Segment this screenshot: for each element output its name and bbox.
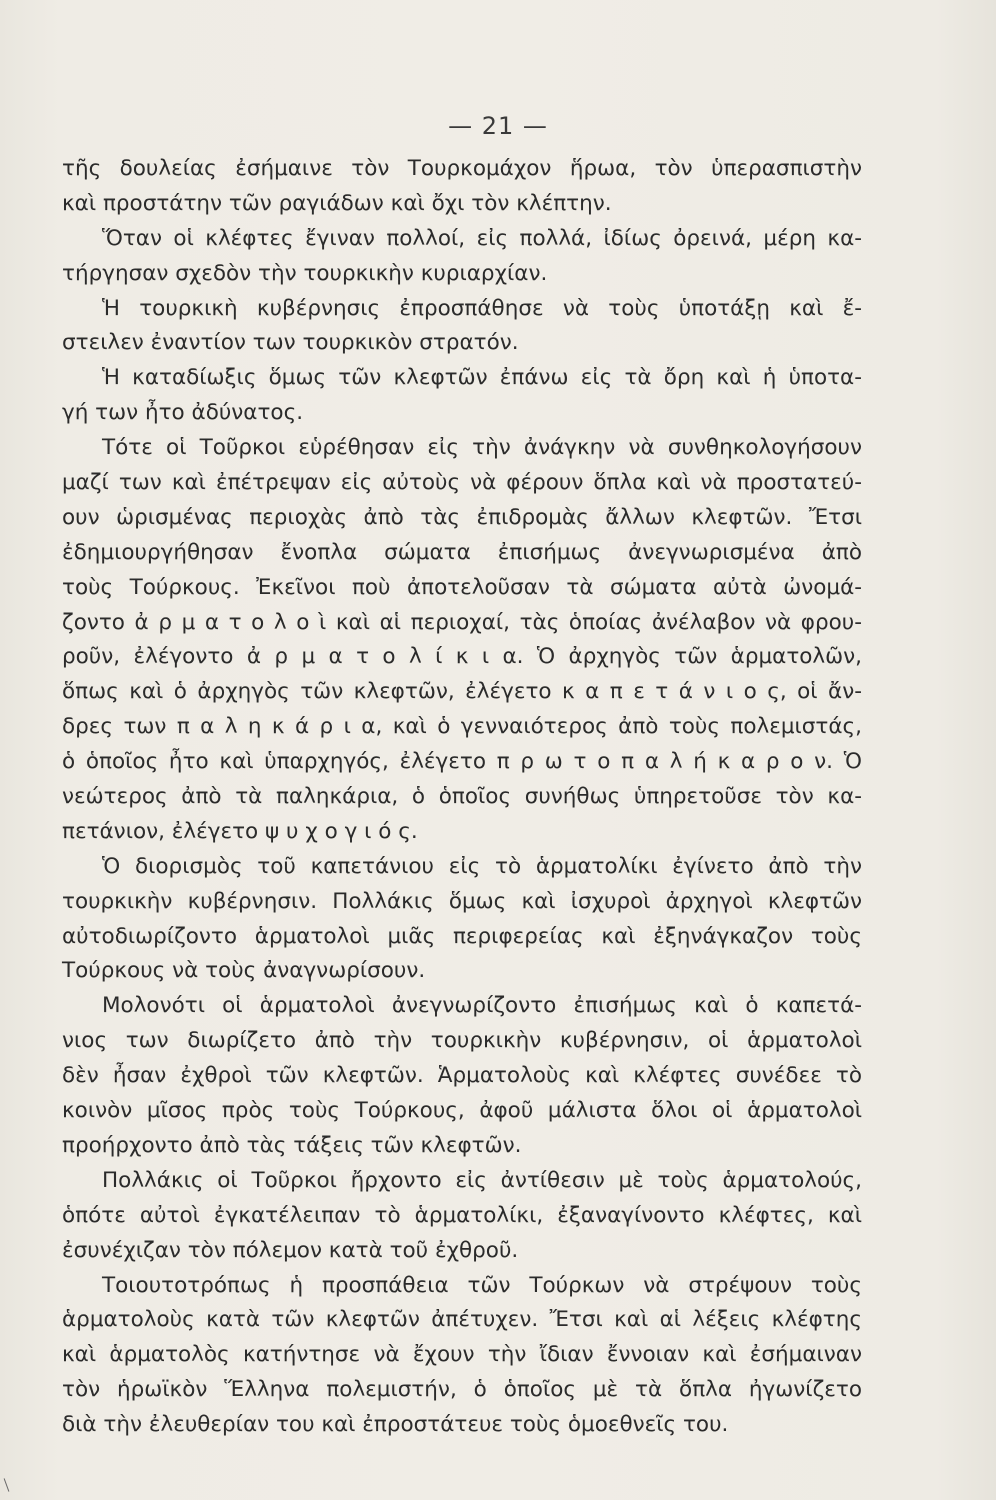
text-line: στειλεν ἐναντίον των τουρκικὸν στρατόν. [62, 330, 519, 356]
text-line: ζοντο ἀ ρ μ α τ ο λ ο ὶ καὶ αἱ περιοχαί, τὰς ὁποίας ἀνέλαβον νὰ φρου- [62, 609, 862, 635]
text-line: ὅπως καὶ ὁ ἀρχηγὸς τῶν κλεφτῶν, ἐλέγετο κ α π ε τ ά ν ι ο ς, οἱ ἄν- [62, 679, 862, 705]
text-line: νεώτερος ἀπὸ τὰ παληκάρια, ὁ ὁποῖος συνήθως ὑπηρετοῦσε τὸν κα- [62, 784, 862, 810]
text-line: Ἡ τουρκικὴ κυβέρνησις ἐπροσπάθησε νὰ τοὺς ὑποτάξῃ καὶ ἔ- [102, 295, 862, 321]
text-line: αὐτοδιωρίζοντο ἁρματολοὶ μιᾶς περιφερείας καὶ ἐξηνάγκαζον τοὺς [62, 923, 862, 949]
text-line: ἐδημιουργήθησαν ἔνοπλα σώματα ἐπισήμως ἀνεγνωρισμένα ἀπὸ [62, 539, 862, 565]
text-line: τῆς δουλείας ἐσήμαινε τὸν Τουρκομάχον ἥρωα, τὸν ὑπερασπιστὴν [62, 156, 862, 181]
text-line: δρες των π α λ η κ ά ρ ι α, καὶ ὁ γενναιότερος ἀπὸ τοὺς πολεμιστάς, [62, 714, 862, 740]
text-line: δὲν ἦσαν ἐχθροὶ τῶν κλεφτῶν. Ἁρματολοὺς καὶ κλέφτες συνέδεε τὸ [62, 1063, 862, 1089]
text-line: ροῦν, ἐλέγοντο ἀ ρ μ α τ ο λ ί κ ι α. Ὁ ἀρχηγὸς τῶν ἁρματολῶν, [62, 644, 862, 670]
text-line: προήρχοντο ἀπὸ τὰς τάξεις τῶν κλεφτῶν. [62, 1132, 522, 1158]
text-line: πετάνιον, ἐλέγετο ψ υ χ ο γ ι ό ς. [62, 818, 418, 844]
text-line: ἁρματολοὺς κατὰ τῶν κλεφτῶν ἀπέτυχεν. Ἔτσι καὶ αἱ λέξεις κλέφτης [62, 1307, 862, 1333]
text-line: νιος των διωρίζετο ἀπὸ τὴν τουρκικὴν κυβέρνησιν, οἱ ἁρματολοὶ [62, 1028, 862, 1054]
body-text [62, 152, 862, 1443]
text-line: Τούρκους νὰ τοὺς ἀναγνωρίσουν. [62, 958, 426, 984]
text-line: τουρκικὴν κυβέρνησιν. Πολλάκις ὅμως καὶ ἰσχυροὶ ἀρχηγοὶ κλεφτῶν [62, 888, 862, 914]
text-line: τοὺς Τούρκους. Ἐκεῖνοι ποὺ ἀποτελοῦσαν τὰ σώματα αὐτὰ ὠνομά- [62, 574, 862, 600]
text-line: διὰ τὴν ἐλευθερίαν του καὶ ἐπροστάτευε τοὺς ὁμοεθνεῖς του. [62, 1412, 729, 1438]
text-line: Μολονότι οἱ ἁρματολοὶ ἀνεγνωρίζοντο ἐπισήμως καὶ ὁ καπετά- [102, 993, 862, 1019]
text-line: Ἡ καταδίωξις ὅμως τῶν κλεφτῶν ἐπάνω εἰς τὰ ὄρη καὶ ἡ ὑποτα- [102, 365, 862, 391]
text-line: Τότε οἱ Τοῦρκοι εὑρέθησαν εἰς τὴν ἀνάγκην νὰ συνθηκολογήσουν [102, 435, 862, 461]
text-line: τήργησαν σχεδὸν τὴν τουρκικὴν κυριαρχίαν. [62, 260, 548, 286]
text-line: καὶ ἁρματολὸς κατήντησε νὰ ἔχουν τὴν ἴδιαν ἔννοιαν καὶ ἐσήμαιναν [62, 1342, 862, 1368]
text-line: Ὅταν οἱ κλέφτες ἔγιναν πολλοί, εἰς πολλά, ἰδίως ὀρεινά, μέρη κα- [102, 225, 862, 251]
text-line: Τοιουτοτρόπως ἡ προσπάθεια τῶν Τούρκων νὰ στρέψουν τοὺς [102, 1272, 862, 1298]
text-line: ὁ ὁποῖος ἦτο καὶ ὑπαρχηγός, ἐλέγετο π ρ ω τ ο π α λ ή κ α ρ ο ν. Ὁ [62, 749, 862, 775]
text-line: ἐσυνέχιζαν τὸν πόλεμον κατὰ τοῦ ἐχθροῦ. [62, 1237, 519, 1263]
text-line: μαζί των καὶ ἐπέτρεψαν εἰς αὐτοὺς νὰ φέρουν ὅπλα καὶ νὰ προστατεύ- [62, 470, 862, 496]
text-line: Πολλάκις οἱ Τοῦρκοι ἤρχοντο εἰς ἀντίθεσιν μὲ τοὺς ἁρματολούς, [102, 1167, 862, 1193]
scan-mark [4, 1478, 10, 1491]
text-line: κοινὸν μῖσος πρὸς τοὺς Τούρκους, ἀφοῦ μάλιστα ὅλοι οἱ ἁρματολοὶ [62, 1098, 862, 1124]
text-line: τὸν ἡρωϊκὸν Ἕλληνα πολεμιστήν, ὁ ὁποῖος μὲ τὰ ὅπλα ἠγωνίζετο [62, 1377, 862, 1403]
text-line: γή των ἦτο ἀδύνατος. [62, 400, 304, 426]
page-number: — 21 — [448, 112, 548, 140]
text-line: καὶ προστάτην τῶν ραγιάδων καὶ ὄχι τὸν κλέπτην. [62, 190, 612, 216]
text-line: ὁπότε αὐτοὶ ἐγκατέλειπαν τὸ ἁρματολίκι, ἐξαναγίνοντο κλέφτες, καὶ [62, 1202, 862, 1228]
text-line: ουν ὡρισμένας περιοχὰς ἀπὸ τὰς ἐπιδρομὰς ἄλλων κλεφτῶν. Ἔτσι [62, 504, 862, 530]
text-line: Ὁ διορισμὸς τοῦ καπετάνιου εἰς τὸ ἁρματολίκι ἐγίνετο ἀπὸ τὴν [102, 853, 862, 879]
